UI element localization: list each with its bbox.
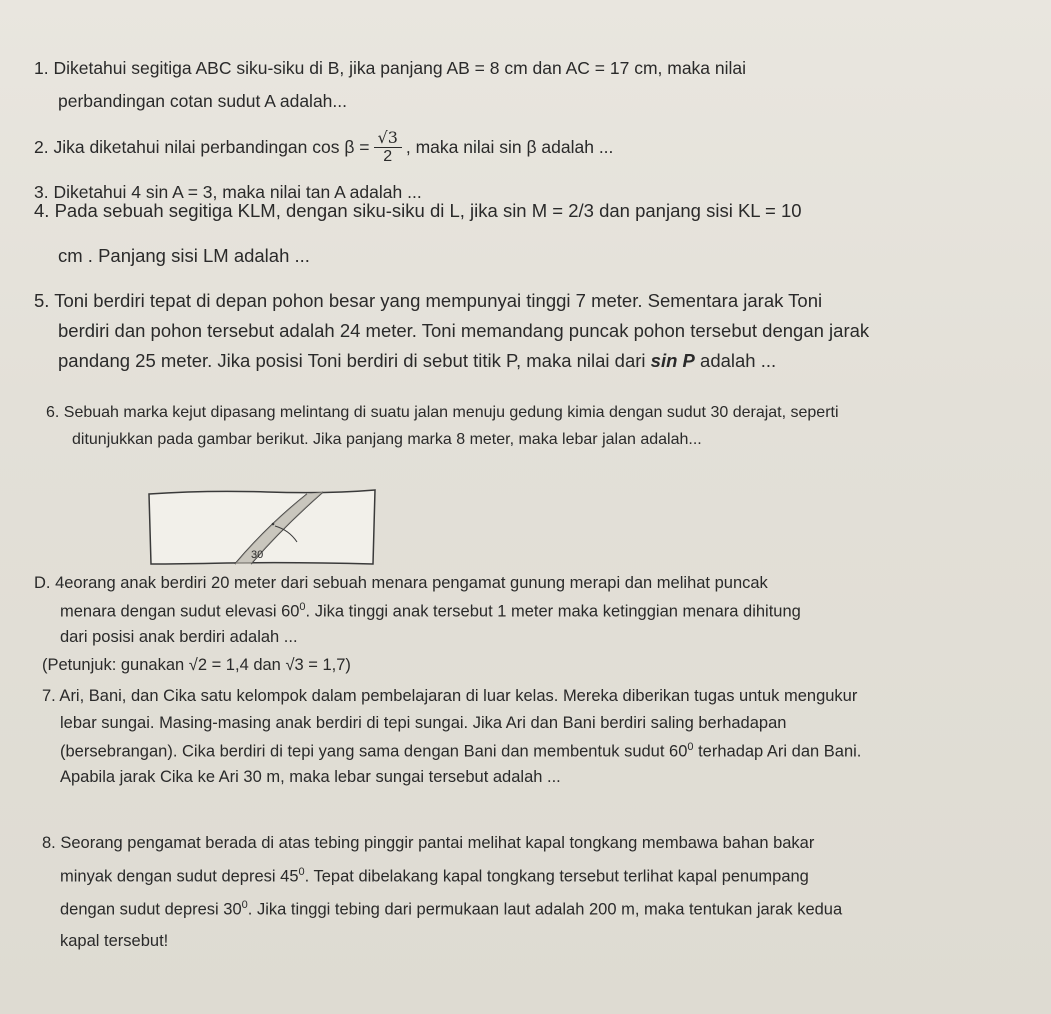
q5-line1: 5. Toni berdiri tepat di depan pohon besar yang mempunyai tinggi 7 meter. Sementara jarak Toni — [34, 290, 823, 311]
q8-line3-a: dengan sudut depresi 30 — [60, 900, 242, 919]
q5-line2: berdiri dan pohon tersebut adalah 24 meter. Toni memandang puncak pohon tersebut dengan jarak — [58, 320, 870, 341]
qD-line4: (Petunjuk: gunakan √2 = 1,4 dan √3 = 1,7) — [42, 656, 351, 674]
q8-line3 — [60, 899, 842, 920]
q2-line — [34, 121, 613, 173]
q4-line1: 4. Pada sebuah segitiga KLM, dengan siku-siku di L, jika sin M = 2/3 dan panjang sisi KL = 10 — [34, 200, 802, 221]
q6-line2: ditunjukkan pada gambar berikut. Jika panjang marka 8 meter, maka lebar jalan adalah... — [72, 431, 702, 448]
q7-degree: 0 — [687, 741, 694, 753]
q7-line3-a: (bersebrangan). Cika berdiri di tepi yang sama dengan Bani dan membentuk sudut 60 — [60, 742, 688, 761]
q8-degree-45: 0 — [298, 866, 305, 878]
q2-fraction — [374, 128, 402, 166]
q8-line2-b: . Tepat dibelakang kapal tongkang tersebut terlihat kapal penumpang — [304, 867, 809, 886]
q5-line3 — [58, 350, 776, 372]
q5-sinP: sin P — [650, 350, 695, 371]
q1-line1: 1. Diketahui segitiga ABC siku-siku di B, jika panjang AB = 8 cm dan AC = 17 cm, maka nilai — [34, 58, 747, 78]
q6-line1: 6. Sebuah marka kejut dipasang melintang di suatu jalan menuju gedung kimia dengan sudut 30 derajat, seperti — [46, 404, 839, 421]
q7-line1: 7. Ari, Bani, dan Cika satu kelompok dalam pembelajaran di luar kelas. Mereka diberikan tugas untuk mengukur — [42, 687, 858, 705]
qD-line2-a: menara dengan sudut elevasi 60 — [60, 602, 300, 621]
q7-line2: lebar sungai. Masing-masing anak berdiri di tepi sungai. Jika Ari dan Bani berdiri saling berhadapan — [60, 714, 787, 732]
qD-degree: 0 — [299, 601, 306, 613]
q7-line3 — [60, 741, 861, 762]
q2-frac-numerator: √3 — [374, 128, 402, 148]
q8-degree-30: 0 — [241, 899, 248, 911]
road-marker-figure — [147, 486, 377, 566]
q7-line3-b: terhadap Ari dan Bani. — [693, 742, 862, 761]
qD-line2-b: . Jika tinggi anak tersebut 1 meter maka ketinggian menara dihitung — [305, 602, 801, 621]
figure-angle-label: 30 — [251, 549, 264, 561]
q5-line3-a: pandang 25 meter. Jika posisi Toni berdiri di sebut titik P, maka nilai dari — [58, 350, 646, 371]
q5-line3-c: adalah ... — [700, 350, 777, 371]
q2-frac-denominator: 2 — [383, 148, 393, 165]
q1-line2: perbandingan cotan sudut A adalah... — [58, 91, 347, 111]
q8-line1: 8. Seorang pengamat berada di atas tebing pinggir pantai melihat kapal tongkang membawa bahan bakar — [42, 834, 815, 852]
qD-line3: dari posisi anak berdiri adalah ... — [60, 628, 298, 646]
q3-line1: 3. Diketahui 4 sin A = 3, maka nilai tan A adalah ... — [34, 182, 422, 202]
q8-line4: kapal tersebut! — [60, 932, 169, 950]
qD-line2 — [60, 601, 801, 622]
qD-line1: D. 4eorang anak berdiri 20 meter dari sebuah menara pengamat gunung merapi dan melihat puncak — [34, 574, 768, 592]
road-marker-diagram — [147, 486, 377, 566]
q8-line2 — [60, 866, 809, 887]
q4-line2: cm . Panjang sisi LM adalah ... — [58, 245, 310, 266]
q2-prefix: 2. Jika diketahui nilai perbandingan cos β = — [34, 136, 370, 157]
q8-line2-a: minyak dengan sudut depresi 45 — [60, 867, 299, 886]
q2-suffix: , maka nilai sin β adalah ... — [405, 136, 614, 157]
q7-line4: Apabila jarak Cika ke Ari 30 m, maka lebar sungai tersebut adalah ... — [60, 768, 561, 786]
q8-line3-b: . Jika tinggi tebing dari permukaan laut adalah 200 m, maka tentukan jarak kedua — [247, 900, 843, 919]
